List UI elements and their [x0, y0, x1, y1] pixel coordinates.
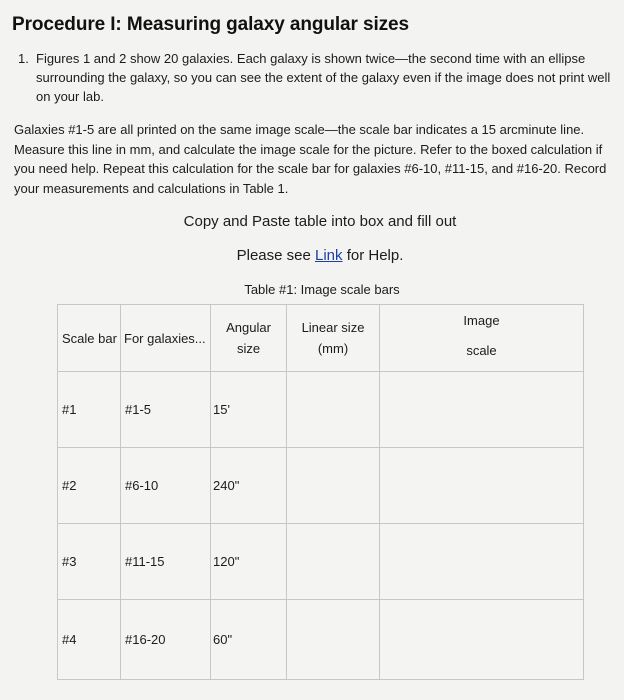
scale-bar-cell: #2: [58, 448, 121, 524]
image-scale-table: [57, 304, 584, 680]
instructions-paragraph: Galaxies #1-5 are all printed on the same image scale—the scale bar indicates a 15 arcminute line. Measure this line in mm, and calculate the image scale for the picture. Refer to the boxed calculation if you need help. Repeat this calculation for the scale bar for galaxies #6-10, #11-15, and #16-20. Record your measurements and calculations in Table 1.: [14, 122, 607, 196]
angular-size-cell: 240": [211, 448, 287, 524]
table-row: [58, 372, 584, 448]
header-image-line1: Image: [463, 312, 500, 328]
galaxies-cell: #16-20: [121, 600, 211, 680]
image-scale-cell[interactable]: [380, 448, 584, 524]
copy-instruction: Copy and Paste table into box and fill out: [183, 213, 457, 230]
header-angular-size: [211, 305, 287, 372]
table-caption: Table #1: Image scale bars: [244, 282, 400, 297]
table-row: [58, 600, 584, 680]
header-linear-line1: Linear size: [301, 320, 365, 335]
angular-size-cell: 120": [211, 524, 287, 600]
table-header-row: [58, 305, 584, 372]
header-linear-size: [287, 305, 380, 372]
linear-size-cell[interactable]: [287, 524, 380, 600]
scale-bar-cell: #4: [58, 600, 121, 680]
header-linear-line2: (mm): [317, 341, 349, 356]
help-link[interactable]: Link: [315, 247, 343, 264]
table-row: [58, 448, 584, 524]
image-scale-cell[interactable]: [380, 600, 584, 680]
angular-size-cell: 60": [211, 600, 287, 680]
help-suffix: for Help.: [342, 247, 404, 264]
header-image-scale: [380, 305, 584, 372]
header-image-line2: scale: [466, 342, 497, 358]
image-scale-cell[interactable]: [380, 372, 584, 448]
galaxies-cell: #11-15: [121, 524, 211, 600]
linear-size-cell[interactable]: [287, 448, 380, 524]
table-row: [58, 524, 584, 600]
item-number: 1.: [18, 51, 29, 66]
scale-bar-cell: #3: [58, 524, 121, 600]
angular-size-cell: 15': [211, 372, 287, 448]
help-line: [8, 247, 624, 264]
header-angular-line1: Angular: [226, 320, 271, 335]
page-title: Procedure I: Measuring galaxy angular sizes: [12, 14, 409, 35]
linear-size-cell[interactable]: [287, 372, 380, 448]
scale-bar-cell: #1: [58, 372, 121, 448]
galaxies-cell: #1-5: [121, 372, 211, 448]
galaxies-cell: #6-10: [121, 448, 211, 524]
header-scale-bar: Scale bar: [58, 305, 121, 372]
linear-size-cell[interactable]: [287, 600, 380, 680]
header-for-galaxies: For galaxies...: [121, 305, 211, 372]
item-text: Figures 1 and 2 show 20 galaxies. Each galaxy is shown twice—the second time with an ellipse surrounding the galaxy, so you can see the extent of the galaxy even if the image does not print well on your lab.: [36, 51, 611, 104]
help-prefix: Please see: [236, 247, 315, 264]
image-scale-cell[interactable]: [380, 524, 584, 600]
header-angular-line2: size: [236, 341, 261, 356]
